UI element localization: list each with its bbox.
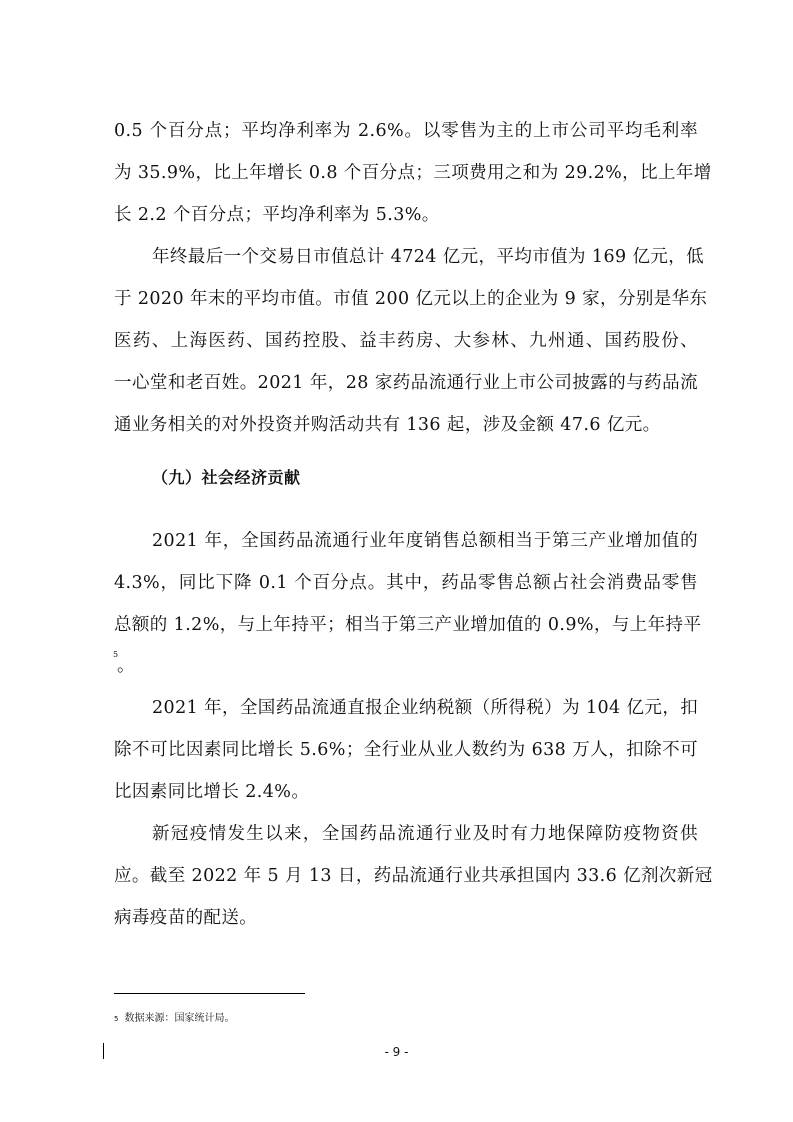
footnote <box>114 1012 234 1026</box>
paragraph-line: 。 <box>117 656 135 676</box>
paragraph-line: 为 35.9%，比上年增长 0.8 个百分点；三项费用之和为 29.2%，比上年增 <box>114 163 712 183</box>
paragraph-line: 4.3%，同比下降 0.1 个百分点。其中，药品零售总额占社会消费品零售 <box>114 573 698 593</box>
section-heading: （九）社会经济贡献 <box>152 468 301 487</box>
paragraph-line: 医药、上海医药、国药控股、益丰药房、大参林、九州通、国药股份、 <box>114 331 698 351</box>
footnote-separator <box>114 993 305 994</box>
footnote-reference: 5 <box>113 650 119 659</box>
paragraph-line: 总额的 1.2%，与上年持平；相当于第三产业增加值的 0.9%，与上年持平 <box>114 615 702 635</box>
footnote-number: 5 <box>114 1015 119 1023</box>
paragraph-line: 长 2.2 个百分点；平均净利率为 5.3%。 <box>114 205 440 225</box>
paragraph-line: 病毒疫苗的配送。 <box>114 908 258 928</box>
paragraph-line: 于 2020 年末的平均市值。市值 200 亿元以上的企业为 9 家，分别是华东 <box>114 289 708 309</box>
page-number: - 9 - <box>384 1045 409 1059</box>
paragraph-line: 年终最后一个交易日市值总计 4724 亿元，平均市值为 169 亿元，低 <box>152 247 705 267</box>
paragraph-line: 应。截至 2022 年 5 月 13 日，药品流通行业共承担国内 33.6 亿剂次新冠 <box>114 866 713 886</box>
paragraph-line: 2021 年，全国药品流通直报企业纳税额（所得税）为 104 亿元，扣 <box>152 698 699 718</box>
paragraph-line: 0.5 个百分点；平均净利率为 2.6%。以零售为主的上市公司平均毛利率 <box>114 121 698 141</box>
paragraph-line: 新冠疫情发生以来，全国药品流通行业及时有力地保障防疫物资供 <box>152 824 698 844</box>
paragraph-line: 通业务相关的对外投资并购活动共有 136 起，涉及金额 47.6 亿元。 <box>114 415 661 435</box>
paragraph-line: 一心堂和老百姓。2021 年，28 家药品流通行业上市公司披露的与药品流 <box>114 373 698 393</box>
paragraph-line: 2021 年，全国药品流通行业年度销售总额相当于第三产业增加值的 <box>152 531 698 551</box>
paragraph-line: 除不可比因素同比增长 5.6%；全行业从业人数约为 638 万人，扣除不可 <box>114 740 698 760</box>
footnote-text: 数据来源：国家统计局。 <box>124 1013 235 1024</box>
paragraph-line: 比因素同比增长 2.4%。 <box>114 782 310 802</box>
